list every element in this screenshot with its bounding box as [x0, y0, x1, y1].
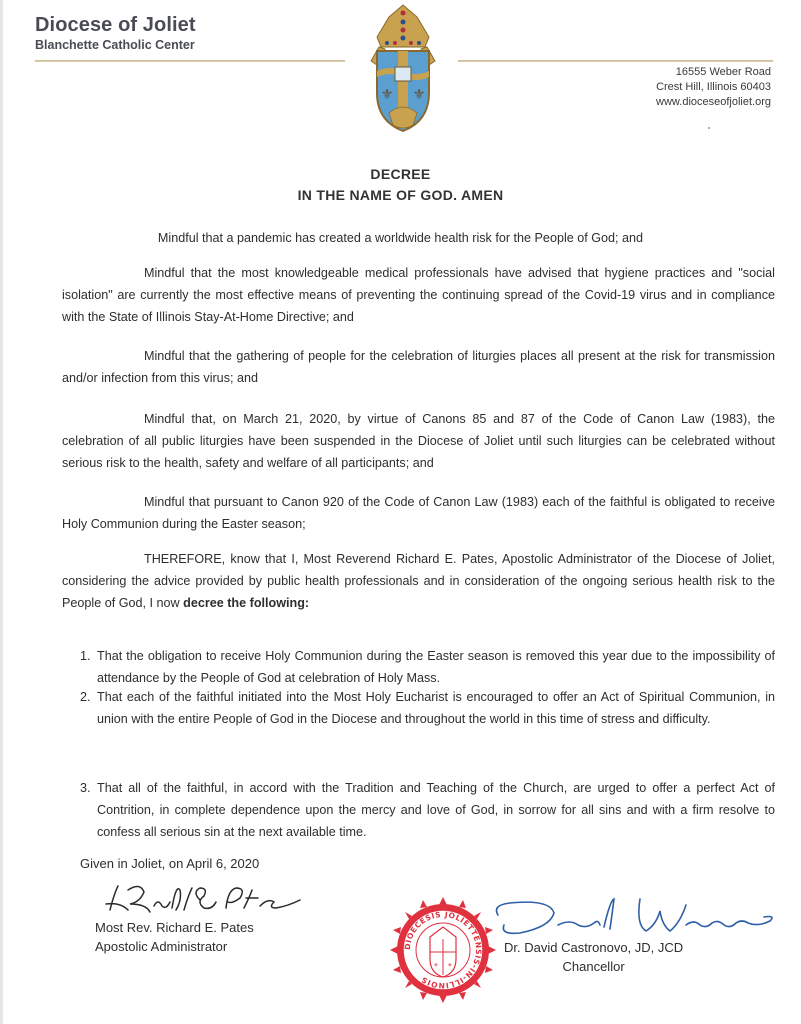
- organization-center: Blanchette Catholic Center: [35, 38, 195, 52]
- organization-name: Diocese of Joliet: [35, 14, 196, 36]
- given-date: Given in Joliet, on April 6, 2020: [80, 856, 260, 871]
- address-block: [656, 65, 771, 110]
- decree-subtitle: IN THE NAME OF GOD. AMEN: [297, 187, 504, 203]
- diocesan-coat-of-arms-icon: [355, 3, 451, 133]
- handwritten-signature-icon: [100, 880, 305, 920]
- preamble-paragraph-5: Mindful that pursuant to Canon 920 of the Code of Canon Law (1983) each of the faithful is obligated to receive Holy Communion during the Easter season;: [62, 495, 775, 531]
- svg-text:⚜: ⚜: [447, 962, 453, 969]
- decree-text: That each of the faithful initiated into the Most Holy Eucharist is encouraged to offer an Act of Spiritual Communion, in union with the entire People of God in the Diocese and throughout the world in this time of stress and difficulty.: [97, 690, 775, 726]
- decree-emphasis: decree the following:: [183, 596, 310, 610]
- svg-text:⚜: ⚜: [380, 87, 394, 103]
- decree-item-3: [80, 777, 775, 843]
- signatory-name: Most Rev. Richard E. Pates: [95, 920, 254, 935]
- header-rule-left: [35, 60, 345, 62]
- website-link[interactable]: www.dioceseofjoliet.org: [656, 96, 771, 108]
- signatory-title: Chancellor: [562, 959, 625, 974]
- preamble-paragraph-3: Mindful that the gathering of people for the celebration of liturgies places all present at the risk for transmission and/or infection from this virus; and: [62, 349, 775, 385]
- scan-speck: [708, 127, 710, 129]
- signatory-2: [504, 938, 683, 976]
- diocesan-seal-icon: [390, 897, 496, 1003]
- preamble-paragraph-4: Mindful that, on March 21, 2020, by virtue of Canons 85 and 87 of the Code of Canon Law (1983), the celebration of all public liturgies have been suspended in the Diocese of Joliet until such liturgies can be celebrated without serious risk to the health, safety and welfare of all participants; and: [62, 412, 775, 470]
- decree-number: 3.: [80, 781, 91, 795]
- decree-number: 1.: [80, 649, 91, 663]
- decree-item-2: [80, 686, 775, 730]
- signatory-1: [95, 918, 254, 956]
- decree-number: 2.: [80, 690, 91, 704]
- address-city: Crest Hill, Illinois 60403: [656, 81, 771, 93]
- header-rule-right: [458, 60, 773, 62]
- decree-text: That all of the faithful, in accord with the Tradition and Teaching of the Church, are urged to offer a perfect Act of Contrition, in complete dependence upon the mercy and love of God, in sorrow for all sins and with a firm resolve to confess all serious sin at the next available time.: [97, 781, 775, 839]
- decree-text: That the obligation to receive Holy Communion during the Easter season is removed this year due to the impossibility of attendance by the People of God at celebration of Holy Mass.: [97, 649, 775, 685]
- svg-text:⚜: ⚜: [412, 87, 426, 103]
- page-edge: [0, 0, 3, 1024]
- svg-text:⚜: ⚜: [433, 962, 439, 969]
- signatory-name: Dr. David Castronovo, JD, JCD: [504, 940, 684, 955]
- signatory-title: Apostolic Administrator: [95, 939, 228, 954]
- therefore-paragraph: THEREFORE, know that I, Most Reverend Richard E. Pates, Apostolic Administrator of the Diocese of Joliet, considering the advice provided by public health professionals and in consideration of the ongoing serious health risk to the People of God, I now decree the following:: [62, 552, 775, 610]
- preamble-paragraph-1: Mindful that a pandemic has created a worldwide health risk for the People of God; and: [157, 231, 644, 245]
- preamble-paragraph-2: Mindful that the most knowledgeable medical professionals have advised that hygiene practices and "social isolation" are currently the most effective means of preventing the continuing spread of the Covid-19 virus and in compliance with the State of Illinois Stay-At-Home Directive; and: [62, 266, 775, 324]
- svg-text:DIOECESIS JOLIETTENSIS-IN-ILLI: DIOECESIS JOLIETTENSIS-IN-ILLINOIS: [402, 909, 484, 991]
- decree-item-1: [80, 645, 775, 689]
- address-street: 16555 Weber Road: [675, 66, 771, 78]
- decree-title: DECREE: [370, 166, 431, 182]
